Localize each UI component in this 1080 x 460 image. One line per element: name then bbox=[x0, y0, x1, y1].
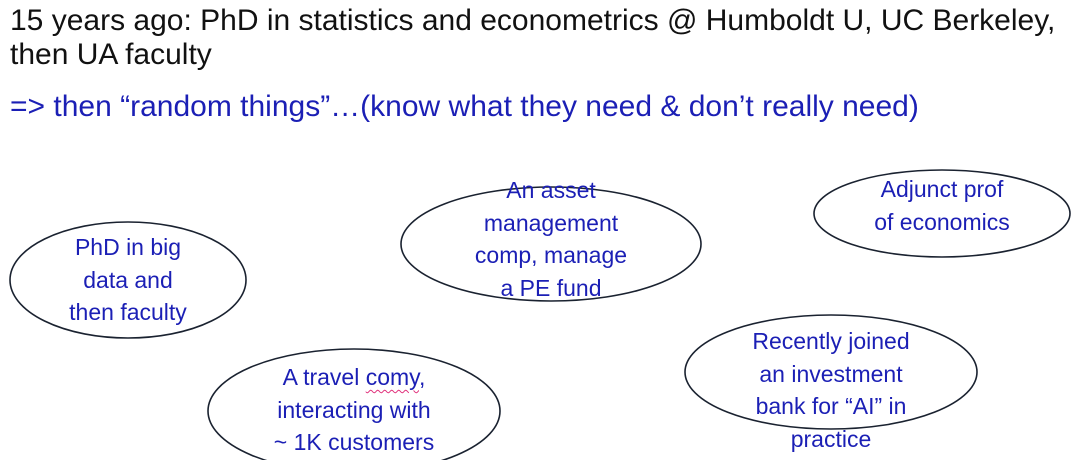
travel-text-after: , interacting with ~ 1K customers bbox=[273, 364, 435, 455]
slide-subheading: => then “random things”…(know what they need & don’t really need) bbox=[10, 90, 919, 123]
bubble-phd-text: PhD in big data and then faculty bbox=[69, 234, 187, 325]
bubble-adjunct-prof-text: Adjunct prof of economics bbox=[874, 176, 1010, 235]
bubble-travel-company bbox=[207, 348, 501, 460]
bubble-adjunct-prof bbox=[813, 169, 1071, 258]
bubble-travel-company-text bbox=[207, 361, 501, 459]
travel-text-before: A travel bbox=[282, 364, 366, 390]
bubble-phd bbox=[9, 221, 247, 339]
slide-heading: 15 years ago: PhD in statistics and econometrics @ Humboldt U, UC Berkeley, then UA faculty bbox=[10, 4, 1056, 71]
spellcheck-marked-word: comy bbox=[365, 364, 419, 390]
bubble-investment-bank-text: Recently joined an investment bank for “AI” in practice bbox=[752, 328, 910, 452]
bubble-asset-management bbox=[400, 177, 702, 302]
bubble-investment-bank bbox=[684, 314, 978, 452]
bubble-asset-management-text: An asset management comp, manage a PE fund bbox=[474, 177, 628, 301]
